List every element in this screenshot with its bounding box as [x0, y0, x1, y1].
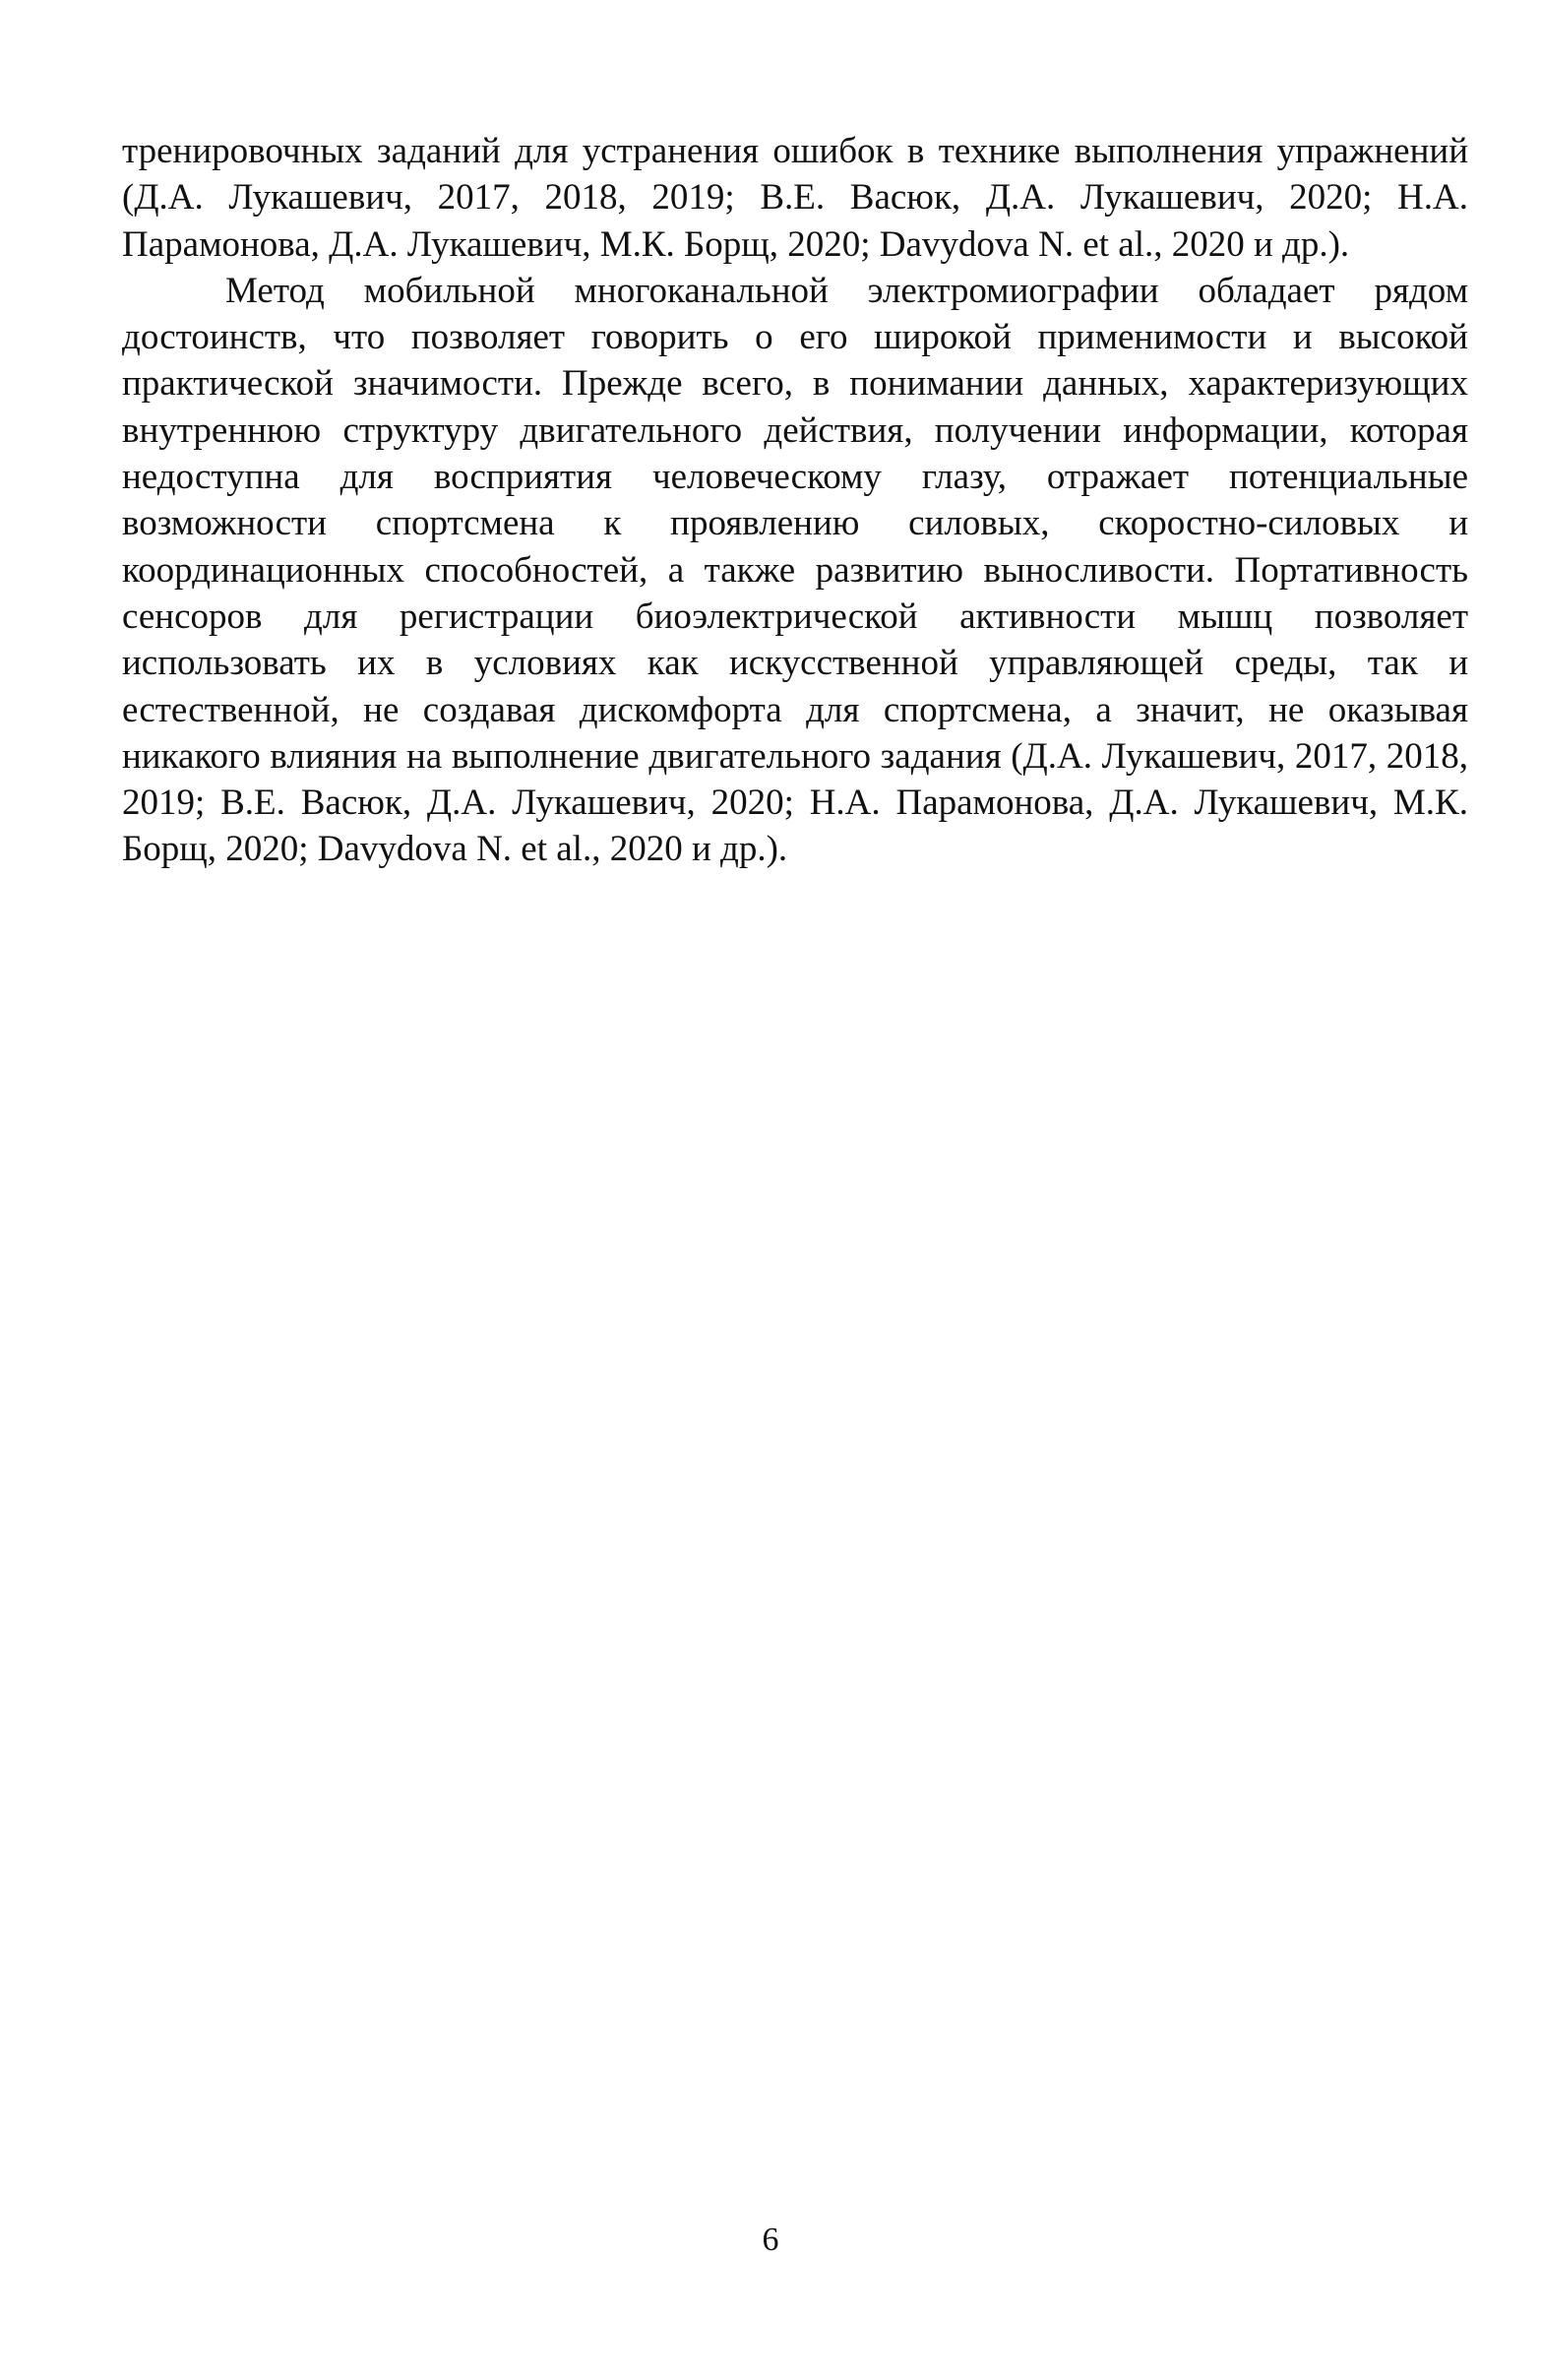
paragraph-emg-method: Метод мобильной многоканальной электромиографии обладает рядом достоинств, что позволяет говорить о его широкой применимости и высокой практической значимости. Прежде всего, в понимании данных, характеризующих внутреннюю структуру двигательного действия, получении информации, которая недоступна для восприятия человеческому глазу, отражает потенциальные возможности спортсмена к проявлению силовых, скоростно-силовых и координационных способностей, а также развитию выносливости. Портативность сенсоров для регистрации биоэлектрической активности мышц позволяет использовать их в условиях как искусственной управляющей среды, так и естественной, не создавая дискомфорта для спортсмена, а значит, не оказывая никакого влияния на выполнение двигательного задания (Д.А. Лукашевич, 2017, 2018, 2019; В.Е. Васюк, Д.А. Лукашевич, 2020; Н.А. Парамонова, Д.А. Лукашевич, М.К. Борщ, 2020; Davydova N. et al., 2020 и др.). — [122, 270, 1468, 870]
page-number: 6 — [762, 2222, 779, 2258]
paragraph-continuation: тренировочных заданий для устранения ошибок в технике выполнения упражнений (Д.А. Лукашевич, 2017, 2018, 2019; В.Е. Васюк, Д.А. Лукашевич, 2020; Н.А. Парамонова, Д.А. Лукашевич, М.К. Борщ, 2020; Davydova N. et al., 2020 и др.). — [122, 131, 1468, 265]
body-text — [122, 128, 1468, 873]
